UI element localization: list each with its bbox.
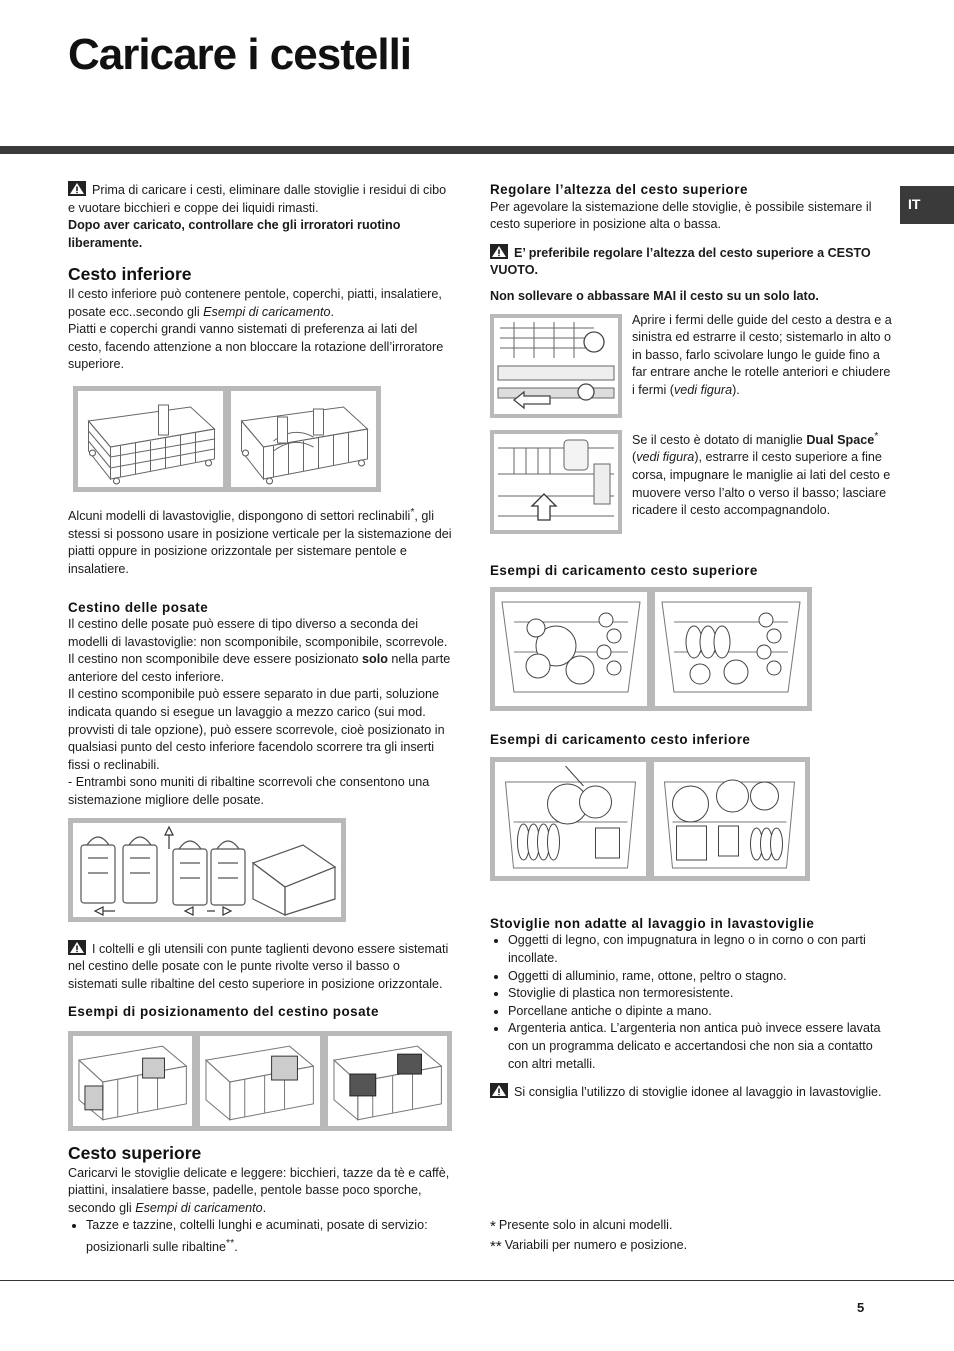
lower-basket-illustration-2 <box>231 391 376 487</box>
stoviglie-warning: Si consiglia l’utilizzo di stoviglie idonee al lavaggio in lavastoviglie. <box>490 1083 895 1102</box>
cestino-posate-p1: Il cestino delle posate può essere di tipo diverso a seconda dei modelli di lavastoviglie: non scomponibile, scomponibile, scorrevole. Il cestino non scomponibile deve essere posizionato solo nella parte anteriore del cesto inferiore. <box>68 617 451 684</box>
intro-paragraph: Prima di caricare i cesti, eliminare dalle stoviglie i residui di cibo e vuotare bicchieri e coppe dei liquidi rimasti. <box>68 183 447 215</box>
figure-adjust-rails <box>490 314 622 418</box>
heading-esempi-superiore: Esempi di caricamento cesto superiore <box>490 562 758 578</box>
basket-icon <box>231 391 376 487</box>
cutlery-warning: I coltelli e gli utensili con punte taglienti devono essere sistemati nel cestino delle posate con le punte rivolte verso il basso o sistemati sulle ribaltine del cesto superiore in posizione orizzontale. <box>68 941 449 991</box>
lower-basket-illustration-1 <box>78 391 223 487</box>
figure-cutlery-positions <box>68 1031 452 1131</box>
footnotes <box>490 1216 890 1256</box>
right-column <box>490 181 895 1102</box>
list-item: • Argenteria antica. L’argenteria non antica può invece essere lavata con un programma delicato e accertandosi che non sia a contatto con altri metalli. <box>508 1020 895 1073</box>
figure-cutlery-basket <box>68 818 346 922</box>
warning-icon <box>490 1083 508 1098</box>
heading-cesto-inferiore: Cesto inferiore <box>68 264 192 285</box>
list-item: • Tazze e tazzine, coltelli lunghi e acuminati, posate di servizio: posizionarli sulle ribaltine**. <box>86 1217 452 1256</box>
cutlery-position-2 <box>200 1036 319 1126</box>
regolare-bold2: Non sollevare o abbassare MAI il cesto su un solo lato. <box>490 288 819 303</box>
adjust-section <box>490 314 895 564</box>
heading-cesto-superiore: Cesto superiore <box>68 1143 202 1163</box>
page-number: 5 <box>857 1300 865 1315</box>
heading-regolare: Regolare l’altezza del cesto superiore <box>490 182 748 197</box>
cesto-superiore-p1: Caricarvi le stoviglie delicate e leggere: bicchieri, tazze da tè e caffè, piattini, insalatiere basse, padelle, pentole basse poco sporche, secondo gli Esempi di caricamento. <box>68 1165 450 1215</box>
warning-icon <box>68 940 86 955</box>
upper-basket-loaded-icon <box>495 592 647 706</box>
warning-icon <box>490 244 508 259</box>
heading-esempi-posizionamento: Esempi di posizionamento del cestino posate <box>68 1004 379 1020</box>
list-item: • Stoviglie di plastica non termoresistente. <box>508 985 895 1003</box>
cesto-inferiore-p1: Il cesto inferiore può contenere pentole, coperchi, piatti, insalatiere, posate ecc..secondo gli Esempi di caricamento. <box>68 286 442 319</box>
footer-divider <box>0 1280 954 1281</box>
figure-lower-basket <box>73 386 381 492</box>
heading-stoviglie: Stoviglie non adatte al lavaggio in lavastoviglie <box>490 915 815 931</box>
footnote-2: ** Variabili per numero e posizione. <box>490 1238 688 1255</box>
adjust-instructions-2: Se il cesto è dotato di maniglie Dual Space* (vedi figura), estrarre il cesto superiore a fine corsa, impugnare le maniglie ai lati del cesto e muovere verso l’alto o verso il basso; lasciare ricadere il cesto accompagnandolo. <box>632 429 891 518</box>
list-item: • Oggetti di alluminio, rame, ottone, peltro o stagno. <box>508 968 895 986</box>
heading-esempi-inferiore: Esempi di caricamento cesto inferiore <box>490 732 751 748</box>
lower-basket-loaded-icon <box>495 762 646 876</box>
upper-example-1 <box>495 592 647 706</box>
basket-icon <box>328 1036 447 1126</box>
language-tab: IT <box>900 186 954 224</box>
heading-cestino-posate: Cestino delle posate <box>68 599 209 615</box>
lower-example-2 <box>654 762 805 876</box>
basket-icon <box>73 1036 192 1126</box>
adjust-instructions-1: Aprire i fermi delle guide del cesto a destra e a sinistra ed estrarre il cesto; sistemarlo in alto o in basso, farlo scivolare lungo le guide fino a far entrare anche le rotelle anteriori e chiudere i fermi (vedi figura). <box>632 312 892 397</box>
cutlery-position-1 <box>73 1036 192 1126</box>
footnote-1: * Presente solo in alcuni modelli. <box>490 1218 673 1235</box>
upper-basket-loaded-icon <box>655 592 807 706</box>
upper-example-2 <box>655 592 807 706</box>
figure-upper-examples <box>490 587 812 711</box>
basket-icon <box>78 391 223 487</box>
stoviglie-list <box>490 932 895 1073</box>
cestino-posate-p2: Il cestino scomponibile può essere separato in due parti, soluzione indicata quando si esegue un lavaggio a mezzo carico (sui mod. provvisti di tale opzione), può essere scorrevole, cioè posizionato in qualsiasi punto del cesto inferiore facendolo scorrere tra gli inserti fissi o reclinabili. <box>68 687 445 772</box>
basket-icon <box>200 1036 319 1126</box>
lower-basket-loaded-icon <box>654 762 805 876</box>
cestino-posate-p3: - Entrambi sono muniti di ribaltine scorrevoli che consentono una sistemazione migliore delle posate. <box>68 775 430 808</box>
list-item: • Oggetti di legno, con impugnatura in legno o in corno o con parti incollate. <box>508 932 895 967</box>
list-item: • Porcellane antiche o dipinte a mano. <box>508 1003 895 1021</box>
warning-icon <box>68 181 86 196</box>
rail-stopper-icon <box>494 318 618 414</box>
header-bar <box>0 146 954 154</box>
figure-dual-space <box>490 430 622 534</box>
left-column <box>68 181 452 1257</box>
dual-space-handle-icon <box>494 434 618 530</box>
cesto-superiore-list <box>68 1217 452 1256</box>
intro-bold: Dopo aver caricato, controllare che gli irroratori ruotino liberamente. <box>68 218 401 250</box>
cutlery-basket-illustration <box>73 823 341 917</box>
cesto-inferiore-p2: Piatti e coperchi grandi vanno sistemati di preferenza ai lati del cesto, facendo attenzione a non bloccare la rotazione dell’irroratore superiore. <box>68 322 444 372</box>
cesto-inferiore-p3: Alcuni modelli di lavastoviglie, dispongono di settori reclinabili*, gli stessi si possono usare in posizione verticale per la sistemazione dei piatti oppure in posizione orizzontale per sistemare pentole e insalatiere. <box>68 505 452 576</box>
cutlery-position-3 <box>328 1036 447 1126</box>
regolare-warning: E’ preferibile regolare l’altezza del cesto superiore a CESTO VUOTO. <box>490 245 871 278</box>
lower-example-1 <box>495 762 646 876</box>
figure-lower-examples <box>490 757 810 881</box>
cutlery-basket-icon <box>73 823 341 917</box>
page-title: Caricare i cestelli <box>68 30 412 79</box>
regolare-p1: Per agevolare la sistemazione delle stoviglie, è possibile sistemare il cesto superiore in posizione alta o bassa. <box>490 199 872 232</box>
